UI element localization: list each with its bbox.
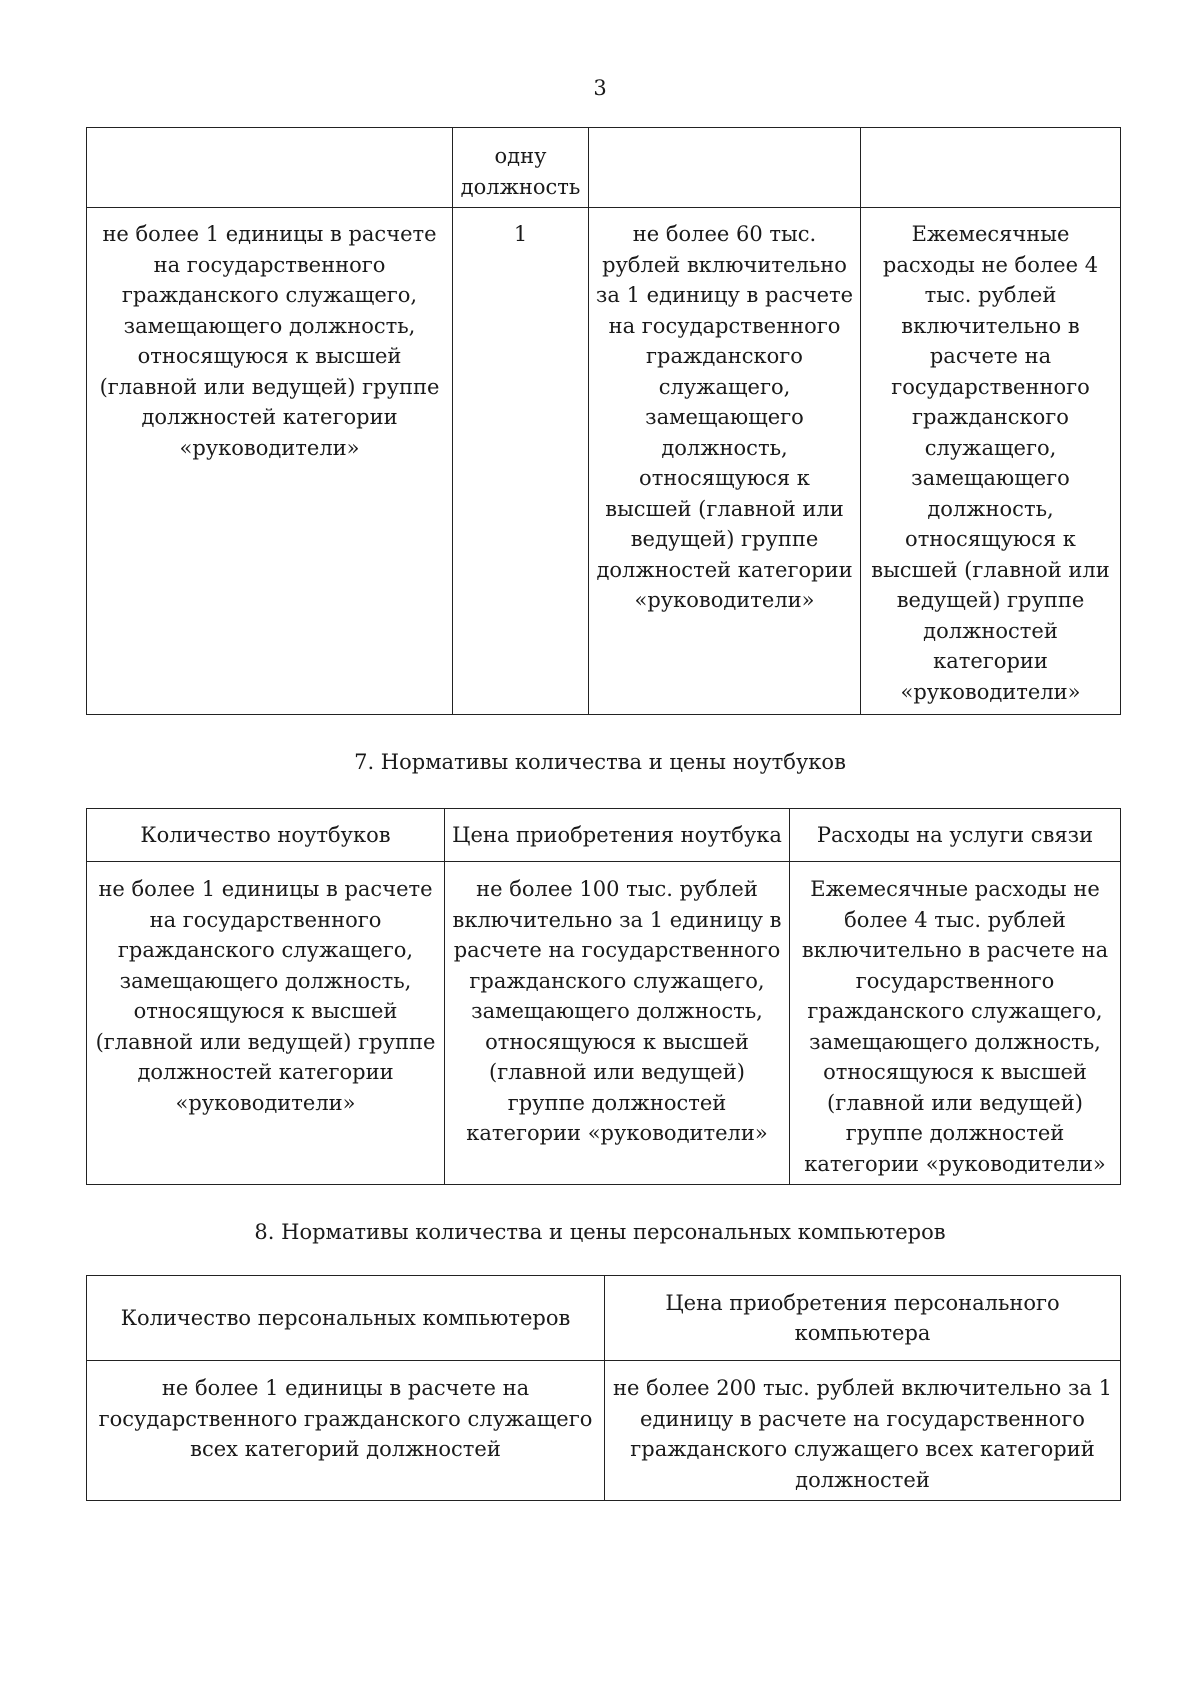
- table-row: [87, 128, 1121, 208]
- table-cell: не более 60 тыс. рублей включительно за 1 единицу в расчете на государственного гражданского служащего, замещающего должность, относящуюся к высшей (главной или ведущей) группе должностей категории «руководители»: [589, 208, 861, 715]
- column-header: Цена приобретения ноутбука: [445, 809, 790, 862]
- table-cell: [87, 128, 453, 208]
- table-row: [87, 1361, 1121, 1501]
- table-cell: не более 100 тыс. рублей включительно за 1 единицу в расчете на государственного гражданского служащего, замещающего должность, относящуюся к высшей (главной или ведущей) группе должностей категории «руководители»: [445, 862, 790, 1185]
- table-row: [87, 862, 1121, 1185]
- table-cell: не более 1 единицы в расчете на государственного гражданского служащего, замещающего должность, относящуюся к высшей (главной или ведущей) группе должностей категории «руководители»: [87, 208, 453, 715]
- table-cell: Ежемесячные расходы не более 4 тыс. рублей включительно в расчете на государственного гражданского служащего, замещающего должность, относящуюся к высшей (главной или ведущей) группе должностей категории «руководители»: [861, 208, 1121, 715]
- page-number: 3: [593, 76, 607, 100]
- table-laptops: [86, 808, 1121, 1185]
- column-header: Расходы на услуги связи: [790, 809, 1121, 862]
- column-header: Количество персональных компьютеров: [87, 1276, 605, 1361]
- column-header: Цена приобретения персонального компьютера: [605, 1276, 1121, 1361]
- table-cell: не более 200 тыс. рублей включительно за 1 единицу в расчете на государственного гражданского служащего всех категорий должностей: [605, 1361, 1121, 1501]
- table-cell: [861, 128, 1121, 208]
- table-row: [87, 208, 1121, 715]
- table-computers: [86, 1275, 1121, 1501]
- table-cell: 1: [453, 208, 589, 715]
- table-cell: не более 1 единицы в расчете на государственного гражданского служащего, замещающего должность, относящуюся к высшей (главной или ведущей) группе должностей категории «руководители»: [87, 862, 445, 1185]
- table-cell: [589, 128, 861, 208]
- table-cell: Ежемесячные расходы не более 4 тыс. рублей включительно в расчете на государственного гражданского служащего, замещающего должность, относящуюся к высшей (главной или ведущей) группе должностей категории «руководители»: [790, 862, 1121, 1185]
- table-header-row: [87, 809, 1121, 862]
- table-cell: не более 1 единицы в расчете на государственного гражданского служащего всех категорий должностей: [87, 1361, 605, 1501]
- table-cell: одну должность: [453, 128, 589, 208]
- column-header: Количество ноутбуков: [87, 809, 445, 862]
- table-header-row: [87, 1276, 1121, 1361]
- section-8-title: 8. Нормативы количества и цены персональных компьютеров: [254, 1220, 946, 1244]
- section-7-title: 7. Нормативы количества и цены ноутбуков: [354, 750, 846, 774]
- table-continued: [86, 127, 1121, 715]
